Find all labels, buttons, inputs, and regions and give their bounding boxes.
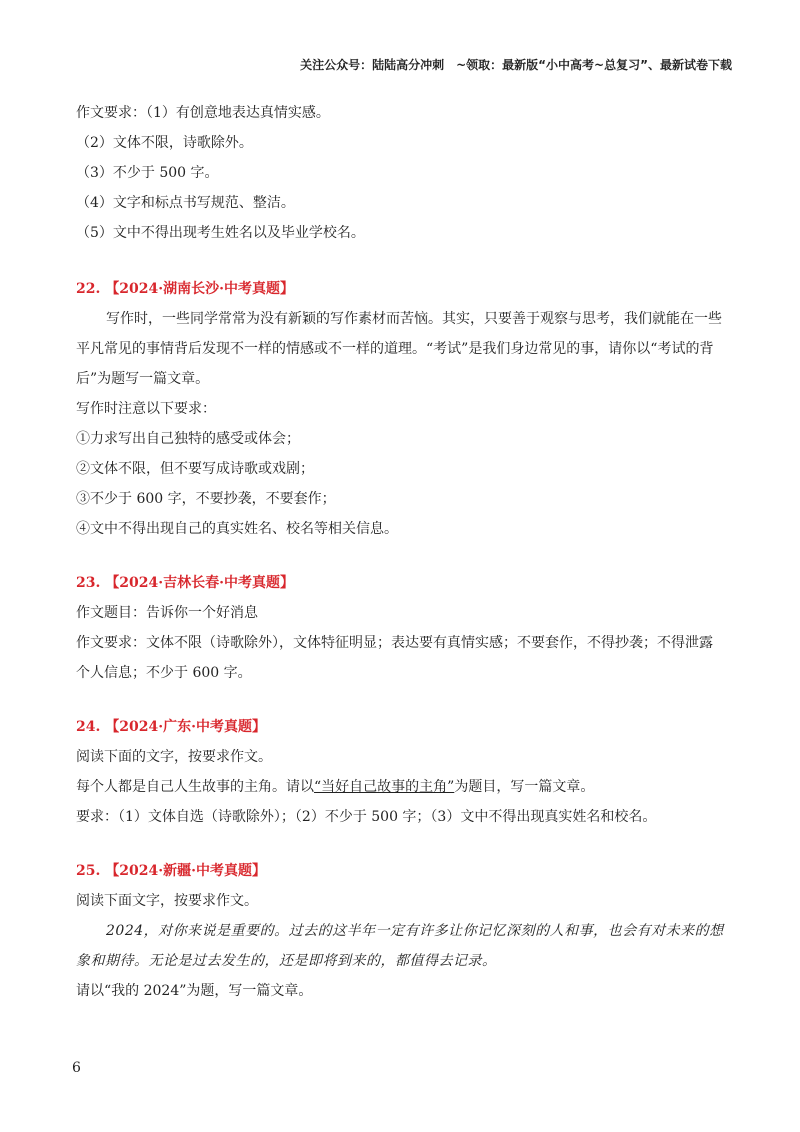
req-line: （2）文体不限，诗歌除外。 [76, 135, 253, 151]
question-title: 24. 【2024·广东·中考真题】 [76, 719, 266, 735]
essay-requirements: 作文要求：文体不限（诗歌除外），文体特征明显；表达要有真情实感；不要套作，不得抄袭；不得泄露个人信息；不少于 600 字。 [76, 635, 713, 681]
prompt-pre: 每个人都是自己人生故事的主角。请以 [76, 779, 314, 795]
req-line: （4）文字和标点书写规范、整洁。 [76, 195, 295, 211]
req-line: ③不少于 600 字，不要抄袭，不要套作； [76, 491, 336, 507]
essay-prompt [76, 772, 726, 802]
req-line: 作文要求：（1）有创意地表达真情实感。 [76, 105, 330, 121]
req-line: （5）文中不得出现考生姓名以及毕业学校名。 [76, 225, 365, 241]
req-line: ①力求写出自己独特的感受或体会； [76, 431, 300, 447]
req-line: ④文中不得出现自己的真实姓名、校名等相关信息。 [76, 521, 398, 537]
prompt-post: 为题目，写一篇文章。 [454, 779, 595, 795]
essay-requirements: 要求：（1）文体自选（诗歌除外）；（2）不少于 500 字；（3）文中不得出现真实姓名和校名。 [76, 809, 657, 825]
document-body [76, 98, 726, 1006]
question-paragraph: 写作时，一些同学常常为没有新颖的写作素材而苦恼。其实，只要善于观察与思考，我们就能在一些平凡常见的事情背后发现不一样的情感或不一样的道理。“考试”是我们身边常见的事，请你以“考试的背后”为题写一篇文章。 [76, 311, 722, 387]
page-number: 6 [72, 1060, 81, 1076]
question-intro: 阅读下面文字，按要求作文。 [76, 893, 258, 909]
req-line: ②文体不限，但不要写成诗歌或戏剧； [76, 461, 314, 477]
essay-topic: 作文题目：告诉你一个好消息 [76, 605, 258, 621]
requirements-heading: 写作时注意以下要求： [76, 401, 216, 417]
question-25 [76, 856, 726, 1006]
question-23 [76, 568, 726, 688]
prompt-title: “当好自己故事的主角” [314, 779, 455, 795]
page-header: 关注公众号：陆陆高分冲刺 ~领取：最新版“小中高考~总复习”、最新试卷下载 [300, 58, 732, 72]
section-21-requirements [76, 98, 726, 248]
question-title: 25. 【2024·新疆·中考真题】 [76, 863, 266, 879]
question-title: 23. 【2024·吉林长春·中考真题】 [76, 575, 294, 591]
essay-prompt: 请以“我的 2024”为题，写一篇文章。 [76, 983, 313, 999]
question-title: 22. 【2024·湖南长沙·中考真题】 [76, 281, 294, 297]
question-intro: 阅读下面的文字，按要求作文。 [76, 749, 272, 765]
question-paragraph: 2024，对你来说是重要的。过去的这半年一定有许多让你记忆深刻的人和事，也会有对未来的想象和期待。无论是过去发生的，还是即将到来的，都值得去记录。 [76, 923, 724, 969]
question-22 [76, 274, 726, 544]
question-24 [76, 712, 726, 832]
req-line: （3）不少于 500 字。 [76, 165, 219, 181]
